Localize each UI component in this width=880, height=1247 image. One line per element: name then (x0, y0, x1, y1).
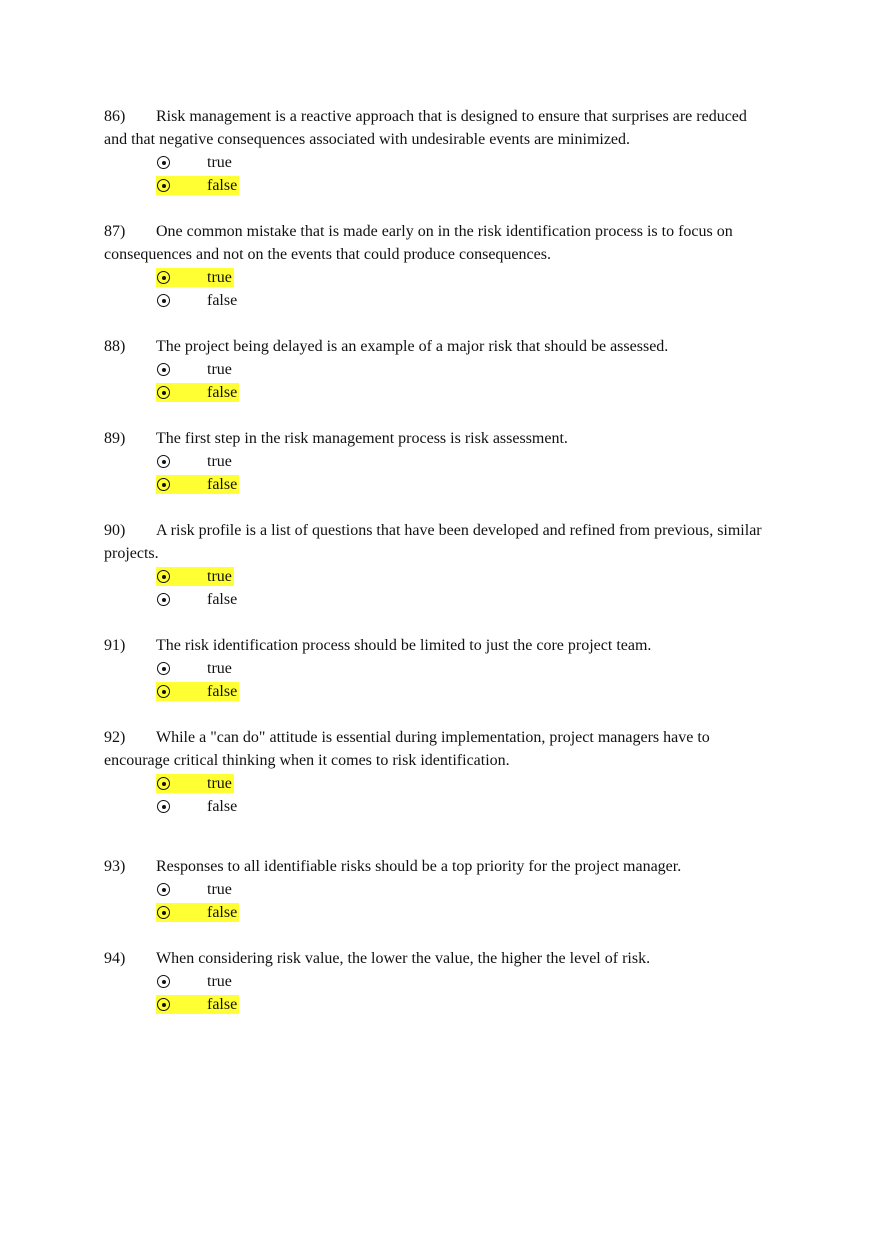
option-false[interactable] (156, 289, 764, 312)
question-text: When considering risk value, the lower the value, the higher the level of risk. (156, 950, 651, 967)
question-stem (104, 726, 764, 772)
radio-icon[interactable] (157, 570, 170, 583)
question-91 (104, 634, 764, 703)
question-90 (104, 519, 764, 611)
radio-icon[interactable] (157, 271, 170, 284)
question-number: 94) (104, 950, 126, 967)
option-label: true (207, 453, 232, 470)
option-label: false (207, 798, 238, 815)
option-true[interactable] (156, 450, 764, 473)
option-true-correct[interactable] (156, 772, 764, 795)
option-label: false (207, 384, 238, 401)
question-stem (104, 105, 764, 151)
question-text: One common mistake that is made early on in the risk identification process is to focus on consequences and not on the events that could produce consequences. (104, 223, 733, 263)
radio-icon[interactable] (157, 179, 170, 192)
option-label: false (207, 683, 238, 700)
question-94 (104, 947, 764, 1016)
question-number: 86) (104, 108, 126, 125)
radio-icon[interactable] (157, 777, 170, 790)
radio-icon[interactable] (157, 800, 170, 813)
radio-icon[interactable] (157, 998, 170, 1011)
option-false[interactable] (156, 588, 764, 611)
radio-icon[interactable] (157, 478, 170, 491)
question-stem (104, 220, 764, 266)
question-88 (104, 335, 764, 404)
radio-icon[interactable] (157, 455, 170, 468)
option-label: false (207, 996, 238, 1013)
option-false[interactable] (156, 795, 764, 818)
question-93 (104, 855, 764, 924)
option-true[interactable] (156, 358, 764, 381)
radio-icon[interactable] (157, 156, 170, 169)
option-label: false (207, 904, 238, 921)
option-label: true (207, 660, 232, 677)
option-false-correct[interactable] (156, 174, 764, 197)
question-89 (104, 427, 764, 496)
question-text: The project being delayed is an example of a major risk that should be assessed. (156, 338, 669, 355)
option-true[interactable] (156, 878, 764, 901)
radio-icon[interactable] (157, 906, 170, 919)
question-number: 93) (104, 858, 126, 875)
option-label: true (207, 775, 232, 792)
option-label: true (207, 881, 232, 898)
question-stem (104, 519, 764, 565)
option-true[interactable] (156, 970, 764, 993)
option-label: true (207, 973, 232, 990)
question-stem (104, 335, 764, 358)
option-label: false (207, 476, 238, 493)
option-true-correct[interactable] (156, 266, 764, 289)
option-true-correct[interactable] (156, 565, 764, 588)
question-92 (104, 726, 764, 818)
question-number: 92) (104, 729, 126, 746)
question-number: 90) (104, 522, 126, 539)
option-label: false (207, 292, 238, 309)
option-label: true (207, 568, 232, 585)
option-label: true (207, 154, 232, 171)
question-text: Risk management is a reactive approach that is designed to ensure that surprises are reduced and that negative consequences associated with undesirable events are minimized. (104, 108, 747, 148)
question-stem (104, 427, 764, 450)
question-text: While a "can do" attitude is essential during implementation, project managers have to encourage critical thinking when it comes to risk identification. (104, 729, 710, 769)
radio-icon[interactable] (157, 294, 170, 307)
radio-icon[interactable] (157, 593, 170, 606)
question-stem (104, 855, 764, 878)
option-label: false (207, 591, 238, 608)
option-false-correct[interactable] (156, 993, 764, 1016)
radio-icon[interactable] (157, 386, 170, 399)
question-number: 89) (104, 430, 126, 447)
option-label: true (207, 361, 232, 378)
question-86 (104, 105, 764, 197)
question-text: The risk identification process should be limited to just the core project team. (156, 637, 652, 654)
question-text: A risk profile is a list of questions that have been developed and refined from previous, similar projects. (104, 522, 762, 562)
question-number: 87) (104, 223, 126, 240)
option-false-correct[interactable] (156, 680, 764, 703)
radio-icon[interactable] (157, 363, 170, 376)
option-label: true (207, 269, 232, 286)
option-false-correct[interactable] (156, 473, 764, 496)
option-label: false (207, 177, 238, 194)
option-false-correct[interactable] (156, 901, 764, 924)
question-stem (104, 634, 764, 657)
radio-icon[interactable] (157, 685, 170, 698)
option-false-correct[interactable] (156, 381, 764, 404)
radio-icon[interactable] (157, 662, 170, 675)
question-number: 88) (104, 338, 126, 355)
radio-icon[interactable] (157, 883, 170, 896)
radio-icon[interactable] (157, 975, 170, 988)
question-text: The first step in the risk management process is risk assessment. (156, 430, 568, 447)
option-true[interactable] (156, 657, 764, 680)
question-number: 91) (104, 637, 126, 654)
question-87 (104, 220, 764, 312)
question-stem (104, 947, 764, 970)
option-true[interactable] (156, 151, 764, 174)
question-text: Responses to all identifiable risks should be a top priority for the project manager. (156, 858, 682, 875)
